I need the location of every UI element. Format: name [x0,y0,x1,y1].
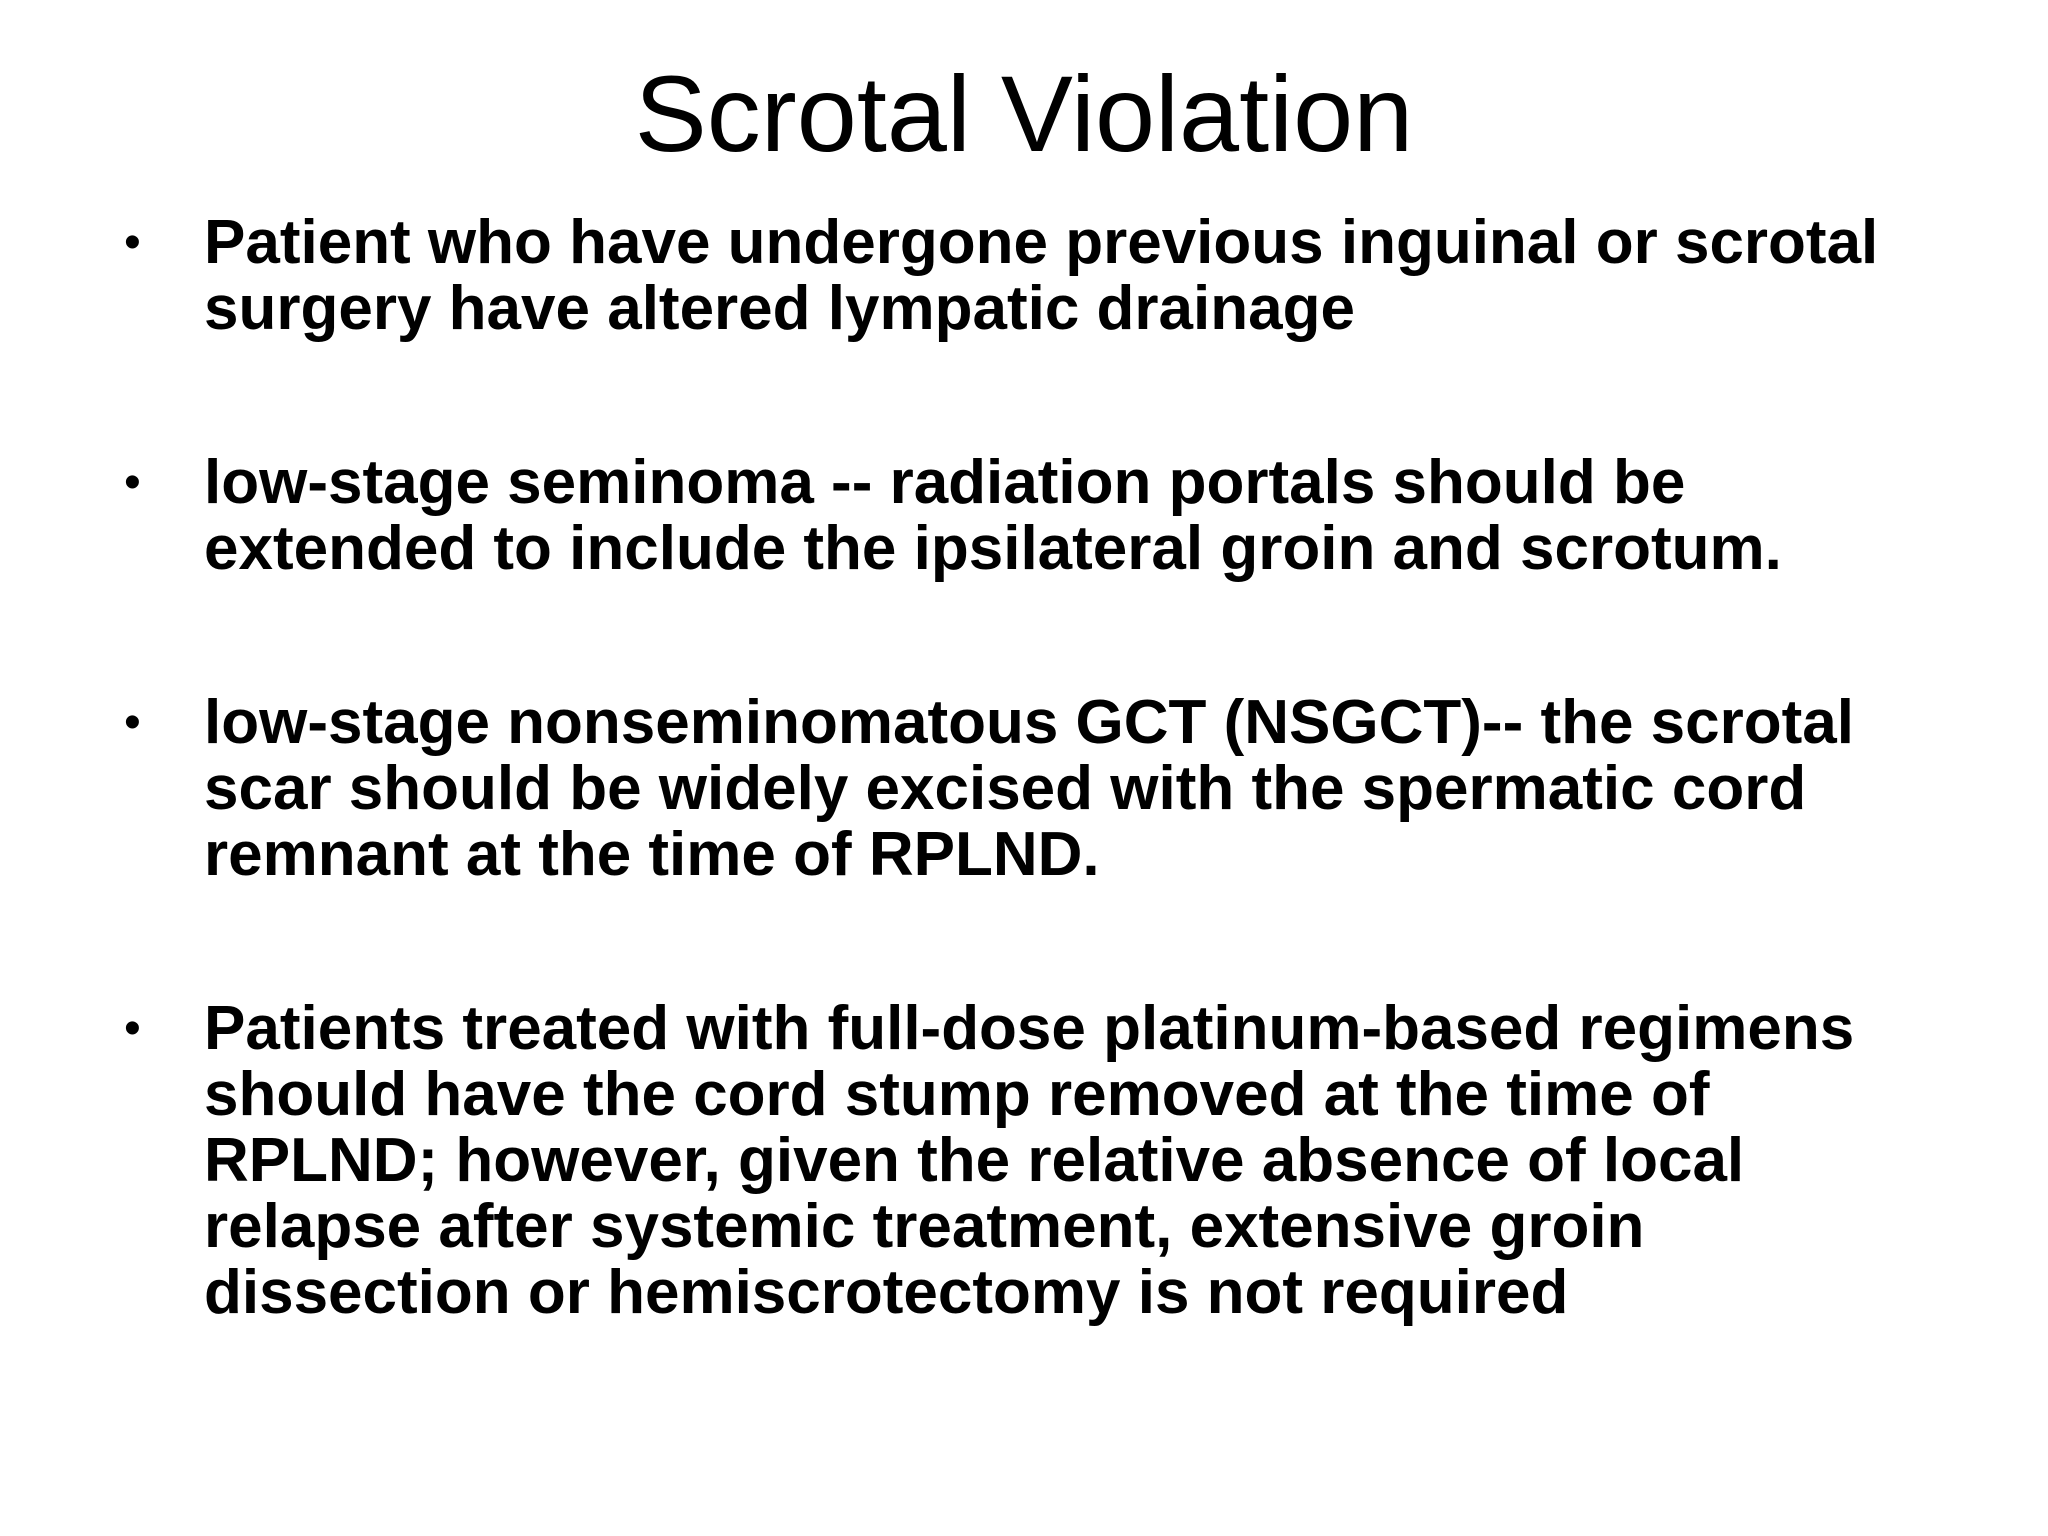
bullet-dot-icon: • [124,456,141,509]
bullet-dot-icon: • [124,216,141,269]
bullet-text: Patient who have undergone previous inguinal or scrotal surgery have altered lympatic drainage [204,208,1879,343]
bullet-text: low-stage seminoma -- radiation portals should be extended to include the ipsilateral groin and scrotum. [204,448,1782,583]
bullet-item [124,210,1944,342]
bullet-dot-icon: • [124,696,141,749]
bullet-list [124,210,1944,1326]
bullet-text: low-stage nonseminomatous GCT (NSGCT)-- the scrotal scar should be widely excised with the spermatic cord remnant at the time of RPLND. [204,688,1854,889]
slide-title: Scrotal Violation [634,53,1414,174]
bullet-dot-icon: • [124,1002,141,1055]
bullet-item [124,996,1944,1326]
bullet-text: Patients treated with full-dose platinum-based regimens should have the cord stump removed at the time of RPLND; however, given the relative absence of local relapse after systemic treatment, extensive groin dissection or hemiscrotectomy is not required [204,994,1855,1327]
bullet-item [124,450,1944,582]
bullet-item [124,690,1944,888]
